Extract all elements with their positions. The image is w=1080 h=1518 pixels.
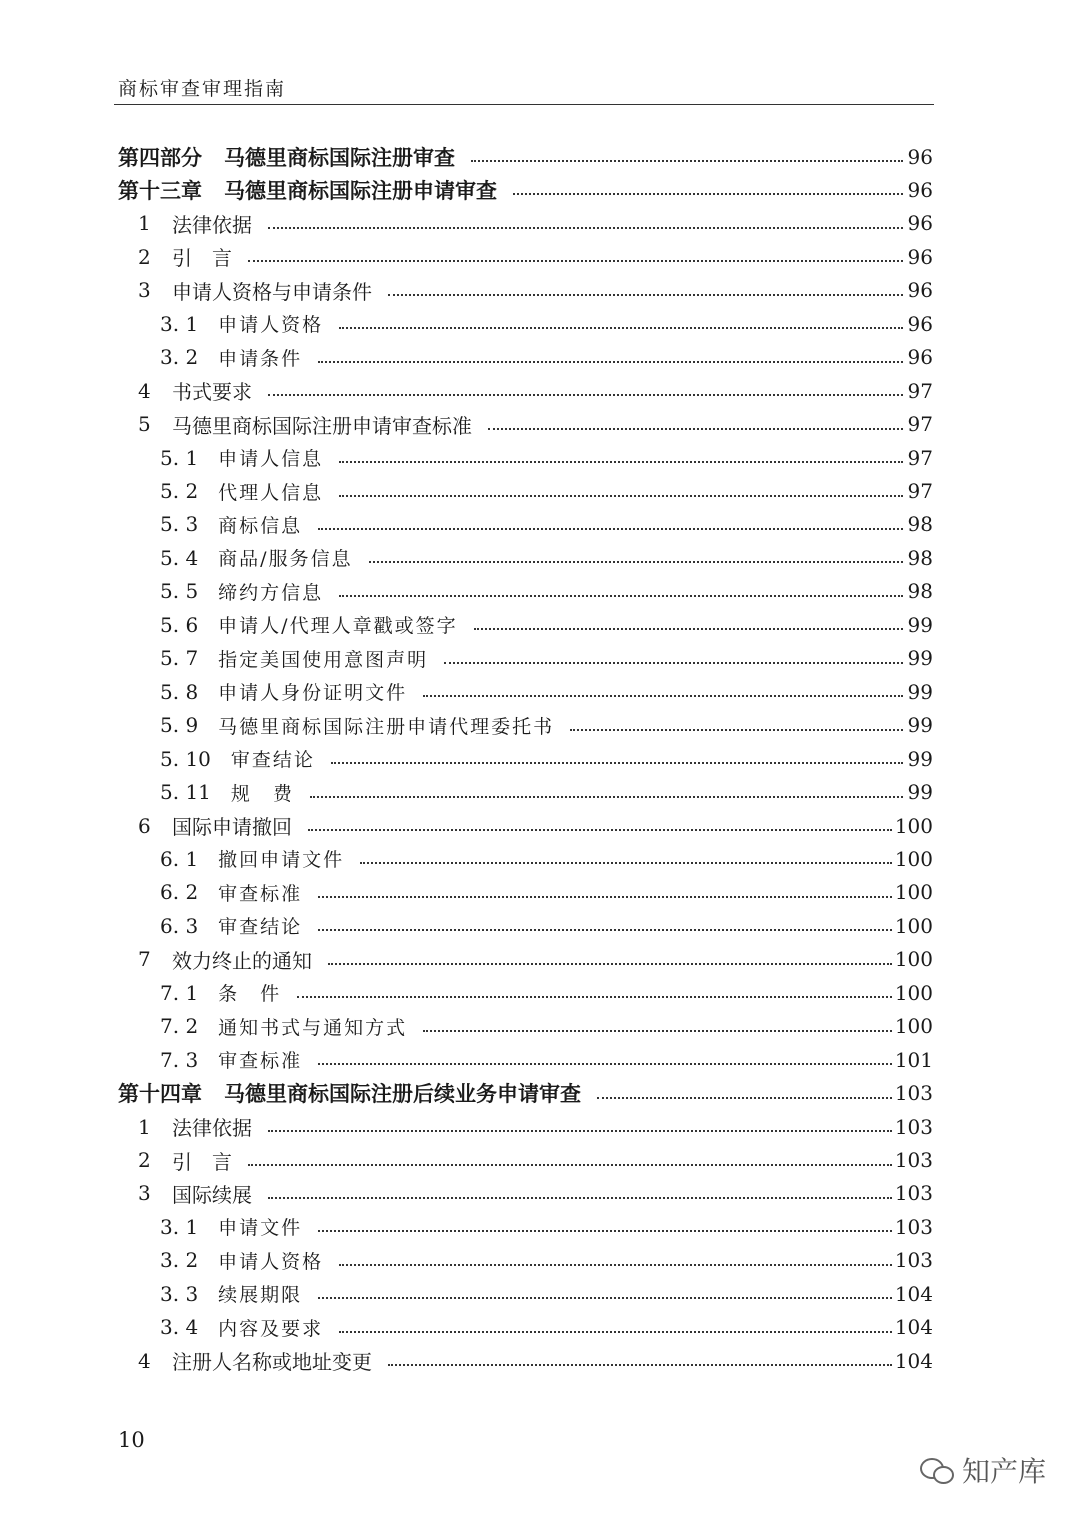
running-header-title: 商标审查审理指南 xyxy=(118,78,287,100)
toc-entry-number: 3. 2 xyxy=(160,1248,199,1273)
toc-entry-number: 5. 10 xyxy=(160,746,211,771)
toc-entry xyxy=(0,1077,1080,1110)
toc-entry-heading xyxy=(160,310,323,337)
toc-entry-heading xyxy=(160,779,294,806)
toc-entry-page: 99 xyxy=(907,713,933,738)
toc-entry-title: 商标信息 xyxy=(218,514,303,537)
toc-entry-number: 3. 3 xyxy=(160,1281,199,1306)
toc-leader-dots xyxy=(318,1230,892,1232)
toc-entry-heading xyxy=(138,376,252,405)
toc-entry xyxy=(0,1144,1080,1177)
toc-leader-dots xyxy=(318,896,892,898)
toc-entry-title: 注册人名称或地址变更 xyxy=(172,1350,372,1375)
toc-entry-heading xyxy=(138,242,232,271)
toc-entry-title: 条 件 xyxy=(218,983,282,1006)
toc-entry-heading xyxy=(138,1146,232,1175)
toc-entry xyxy=(0,642,1080,675)
toc-leader-dots xyxy=(388,294,903,296)
toc-entry-title: 法律依据 xyxy=(172,212,252,237)
toc-entry-title: 申请人身份证明文件 xyxy=(218,682,408,705)
toc-leader-dots xyxy=(339,1264,892,1266)
toc-entry-title: 续展期限 xyxy=(218,1284,303,1307)
toc-entry xyxy=(0,475,1080,508)
toc-entry-heading xyxy=(160,511,302,538)
toc-entry-number: 3. 1 xyxy=(160,311,199,336)
toc-leader-dots xyxy=(423,695,903,697)
toc-entry xyxy=(0,742,1080,775)
toc-entry-number: 6 xyxy=(138,813,151,838)
toc-entry xyxy=(0,240,1080,273)
toc-entry-title: 商品/服务信息 xyxy=(218,548,353,571)
toc-entry xyxy=(0,709,1080,742)
toc-entry-page: 104 xyxy=(894,1281,933,1306)
toc-entry-page: 100 xyxy=(894,880,933,905)
toc-entry-heading xyxy=(160,611,458,638)
toc-leader-dots xyxy=(474,628,903,630)
toc-entry-title: 申请文件 xyxy=(218,1217,303,1240)
toc-entry-title: 引 言 xyxy=(172,246,232,271)
toc-entry-heading xyxy=(138,209,252,238)
toc-entry-title: 申请条件 xyxy=(218,347,303,370)
toc-entry-number: 7 xyxy=(138,947,151,972)
toc-entry xyxy=(0,541,1080,574)
toc-leader-dots xyxy=(310,796,903,798)
toc-leader-dots xyxy=(471,160,903,162)
toc-entry-heading xyxy=(138,410,472,439)
toc-entry xyxy=(0,1344,1080,1377)
toc-entry-heading xyxy=(160,344,302,371)
toc-entry-number: 1 xyxy=(138,211,151,236)
toc-entry-heading xyxy=(160,712,554,739)
toc-entry-heading xyxy=(138,811,292,840)
toc-leader-dots xyxy=(308,829,892,831)
toc-entry-heading xyxy=(160,544,353,571)
toc-entry-heading xyxy=(138,1179,252,1208)
wechat-icon xyxy=(920,1456,954,1484)
toc-entry-number: 2 xyxy=(138,1148,151,1172)
toc-leader-dots xyxy=(268,1130,892,1132)
toc-entry-page: 96 xyxy=(907,177,933,202)
toc-leader-dots xyxy=(328,963,892,965)
toc-entry-number: 7. 1 xyxy=(160,980,199,1005)
watermark-text: 知产库 xyxy=(961,1455,1046,1488)
toc-entry xyxy=(0,1110,1080,1143)
toc-entry-page: 96 xyxy=(907,244,933,269)
toc-leader-dots xyxy=(318,1297,892,1299)
toc-entry-heading xyxy=(160,1314,323,1341)
toc-leader-dots xyxy=(248,1164,892,1166)
toc-entry-title: 代理人信息 xyxy=(218,481,324,504)
toc-leader-dots xyxy=(339,461,903,463)
toc-entry-page: 100 xyxy=(894,813,933,838)
toc-entry xyxy=(0,1244,1080,1277)
toc-entry-title: 效力终止的通知 xyxy=(172,948,312,973)
toc-entry-number: 6. 2 xyxy=(160,880,199,905)
toc-entry-page: 103 xyxy=(894,1248,933,1273)
toc-entry xyxy=(0,307,1080,340)
toc-entry xyxy=(0,909,1080,942)
toc-entry-page: 103 xyxy=(894,1114,933,1139)
toc-entry xyxy=(0,1311,1080,1344)
toc-entry xyxy=(0,1210,1080,1243)
toc-entry-page: 98 xyxy=(907,579,933,604)
toc-leader-dots xyxy=(318,528,903,530)
toc-entry-heading xyxy=(138,945,312,974)
toc-leader-dots xyxy=(297,996,892,998)
toc-leader-dots xyxy=(423,1030,892,1032)
toc-entry-number: 3. 1 xyxy=(160,1214,199,1239)
toc-entry-heading xyxy=(160,879,302,906)
toc-entry-title: 申请人资格 xyxy=(218,1250,324,1273)
toc-entry-heading xyxy=(160,444,323,471)
toc-entry-heading xyxy=(160,845,344,872)
toc-entry-number: 3. 2 xyxy=(160,345,199,370)
toc-entry-number: 6. 3 xyxy=(160,913,199,938)
toc-entry-page: 96 xyxy=(907,278,933,303)
toc-entry xyxy=(0,1010,1080,1043)
toc-entry-title: 引 言 xyxy=(172,1149,232,1174)
toc-entry-heading xyxy=(160,979,281,1006)
toc-leader-dots xyxy=(444,662,903,664)
toc-leader-dots xyxy=(318,1063,892,1065)
toc-entry-number: 5. 5 xyxy=(160,579,199,604)
toc-entry-page: 103 xyxy=(894,1148,933,1172)
page-number: 10 xyxy=(118,1428,145,1452)
toc-entry-title: 缔约方信息 xyxy=(218,581,324,604)
toc-entry-page: 96 xyxy=(907,144,933,169)
toc-entry-title: 审查结论 xyxy=(218,916,303,939)
toc-entry-title: 审查标准 xyxy=(218,882,303,905)
toc-leader-dots xyxy=(318,929,892,931)
toc-entry-page: 99 xyxy=(907,612,933,637)
toc-entry-page: 100 xyxy=(894,947,933,972)
toc-entry-number: 7. 2 xyxy=(160,1014,199,1039)
toc-entry-number: 5. 4 xyxy=(160,545,199,570)
toc-entry xyxy=(0,575,1080,608)
toc-entry xyxy=(0,608,1080,641)
toc-entry-title: 申请人资格与申请条件 xyxy=(172,279,372,304)
toc-entry-number: 5. 1 xyxy=(160,445,199,470)
toc-entry xyxy=(0,776,1080,809)
toc-entry-page: 98 xyxy=(907,545,933,570)
toc-entry-heading xyxy=(118,175,497,205)
toc-entry-page: 99 xyxy=(907,679,933,704)
toc-leader-dots xyxy=(248,260,903,262)
toc-entry-title: 指定美国使用意图声明 xyxy=(218,648,429,671)
toc-leader-dots xyxy=(268,394,903,396)
toc-entry-number: 5. 9 xyxy=(160,713,199,738)
toc-leader-dots xyxy=(339,327,903,329)
toc-leader-dots xyxy=(513,193,903,195)
toc-entry-title: 审查标准 xyxy=(218,1050,303,1073)
toc-entry-page: 98 xyxy=(907,512,933,537)
toc-leader-dots xyxy=(339,595,903,597)
toc-entry-heading xyxy=(160,1280,302,1307)
toc-entry-title: 马德里商标国际注册审查 xyxy=(224,144,455,170)
toc-leader-dots xyxy=(339,1331,892,1333)
toc-entry xyxy=(0,809,1080,842)
toc-entry-page: 103 xyxy=(894,1081,933,1106)
toc-entry-heading xyxy=(118,1078,581,1108)
toc-entry-number: 5. 11 xyxy=(160,780,211,805)
toc-entry-number: 5 xyxy=(138,412,151,437)
toc-entry-page: 103 xyxy=(894,1214,933,1239)
toc-entry xyxy=(0,207,1080,240)
toc-leader-dots xyxy=(360,862,892,864)
toc-leader-dots xyxy=(268,1197,892,1199)
toc-entry xyxy=(0,876,1080,909)
toc-leader-dots xyxy=(597,1097,892,1099)
toc-entry-page: 99 xyxy=(907,780,933,805)
toc-leader-dots xyxy=(339,495,903,497)
header-rule xyxy=(114,104,934,105)
toc-leader-dots xyxy=(388,1364,892,1366)
toc-entry-heading xyxy=(138,276,372,305)
toc-entry-number: 5. 6 xyxy=(160,612,199,637)
toc-entry-title: 国际续展 xyxy=(172,1182,252,1207)
toc-entry-title: 规 费 xyxy=(230,782,294,805)
toc-entry-title: 通知书式与通知方式 xyxy=(218,1016,408,1039)
toc-entry-page: 99 xyxy=(907,646,933,671)
toc-entry-title: 申请人资格 xyxy=(218,314,324,337)
toc-entry-title: 国际申请撤回 xyxy=(172,815,292,839)
toc-entry-title: 内容及要求 xyxy=(218,1317,324,1340)
toc-entry-number: 4 xyxy=(138,1348,151,1373)
toc-entry xyxy=(0,1277,1080,1310)
toc-leader-dots xyxy=(369,561,903,563)
toc-entry xyxy=(0,408,1080,441)
toc-entry-heading xyxy=(160,1247,323,1274)
toc-entry-number: 第四部分 xyxy=(118,144,202,170)
toc-entry xyxy=(0,675,1080,708)
toc-leader-dots xyxy=(488,428,903,430)
toc-entry-title: 申请人信息 xyxy=(218,448,324,471)
toc-entry-title: 法律依据 xyxy=(172,1116,252,1141)
toc-entry xyxy=(0,441,1080,474)
toc-entry-number: 第十三章 xyxy=(118,177,202,203)
toc-entry-page: 104 xyxy=(894,1315,933,1340)
toc-entry xyxy=(0,1177,1080,1210)
toc-entry-heading xyxy=(160,478,323,505)
toc-entry-page: 96 xyxy=(907,311,933,336)
toc-entry-heading xyxy=(160,912,302,939)
toc-leader-dots xyxy=(331,762,903,764)
toc-entry-page: 100 xyxy=(894,980,933,1005)
toc-leader-dots xyxy=(318,361,903,363)
toc-entry-heading xyxy=(160,745,315,772)
toc-entry xyxy=(0,842,1080,875)
toc-entry xyxy=(0,374,1080,407)
toc-entry-title: 书式要求 xyxy=(172,380,252,405)
toc-entry-number: 5. 7 xyxy=(160,646,199,671)
toc-entry-page: 103 xyxy=(894,1181,933,1206)
toc-entry xyxy=(0,943,1080,976)
toc-entry-page: 97 xyxy=(907,412,933,437)
toc-entry-page: 100 xyxy=(894,1014,933,1039)
toc-entry-page: 100 xyxy=(894,846,933,871)
toc-entry-heading xyxy=(160,678,407,705)
toc-entry-page: 97 xyxy=(907,479,933,503)
toc-entry-heading xyxy=(160,1046,302,1073)
toc-entry-title: 马德里商标国际注册申请审查标准 xyxy=(172,413,472,438)
toc-entry-title: 申请人/代理人章戳或签字 xyxy=(218,615,458,638)
toc-leader-dots xyxy=(570,729,903,731)
toc-entry-title: 马德里商标国际注册申请代理委托书 xyxy=(218,715,555,738)
toc-entry-number: 5. 3 xyxy=(160,512,199,537)
toc-entry xyxy=(0,140,1080,173)
toc-entry-title: 审查结论 xyxy=(230,749,315,772)
toc-entry xyxy=(0,274,1080,307)
toc-entry xyxy=(0,341,1080,374)
toc-entry xyxy=(0,976,1080,1009)
toc-entry-heading xyxy=(160,1013,407,1040)
toc-entry-page: 96 xyxy=(907,211,933,236)
toc-entry-heading xyxy=(118,142,455,172)
toc-entry-number: 3. 4 xyxy=(160,1315,199,1340)
toc-entry-heading xyxy=(160,578,323,605)
toc-entry-page: 99 xyxy=(907,746,933,771)
toc-entry xyxy=(0,508,1080,541)
toc-entry-number: 3 xyxy=(138,278,151,303)
toc-entry-title: 马德里商标国际注册申请审查 xyxy=(224,177,497,203)
toc-entry xyxy=(0,173,1080,206)
toc-entry-heading xyxy=(138,1346,372,1375)
toc-entry-number: 第十四章 xyxy=(118,1081,202,1107)
toc-entry-heading xyxy=(160,1213,302,1240)
toc-leader-dots xyxy=(268,227,903,229)
toc-entry-number: 6. 1 xyxy=(160,846,199,871)
watermark xyxy=(920,1450,1046,1490)
toc-entry-number: 3 xyxy=(138,1181,151,1206)
toc-entry-heading xyxy=(160,645,428,672)
toc-entry-title: 马德里商标国际注册后续业务申请审查 xyxy=(224,1081,581,1107)
toc-entry-title: 撤回申请文件 xyxy=(218,849,345,872)
toc-entry-page: 97 xyxy=(907,378,933,403)
toc-entry-number: 7. 3 xyxy=(160,1047,199,1072)
toc-entry-page: 96 xyxy=(907,345,933,370)
toc-entry-number: 4 xyxy=(138,378,151,403)
toc-entry-heading xyxy=(138,1112,252,1141)
toc-entry-number: 5. 2 xyxy=(160,479,199,503)
toc-entry xyxy=(0,1043,1080,1076)
toc-entry-page: 100 xyxy=(894,913,933,938)
toc-entry-number: 2 xyxy=(138,244,151,269)
toc-entry-number: 1 xyxy=(138,1114,151,1139)
toc-entry-page: 101 xyxy=(894,1047,933,1072)
toc-entry-page: 104 xyxy=(894,1348,933,1373)
toc-entry-page: 97 xyxy=(907,445,933,470)
toc-entry-number: 5. 8 xyxy=(160,679,199,704)
